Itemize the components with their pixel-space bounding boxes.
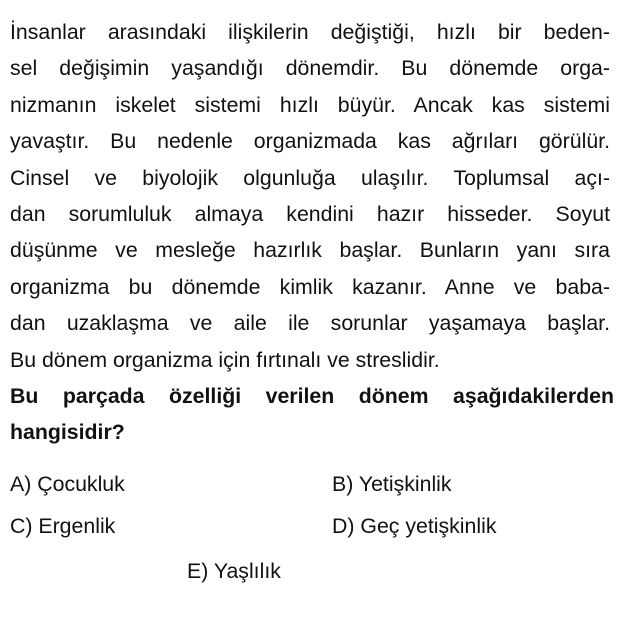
passage-line: sel değişimin yaşandığı dönemdir. Bu dönemde orga-	[10, 56, 610, 81]
answer-option-a[interactable]: A) Çocukluk	[10, 472, 125, 496]
passage-line: dan uzaklaşma ve aile ile sorunlar yaşamaya başlar.	[10, 311, 610, 336]
passage-line: dan sorumluluk almaya kendini hazır hisseder. Soyut	[10, 201, 610, 226]
question-line: hangisidir?	[10, 420, 125, 444]
passage-line: yavaştır. Bu nedenle organizmada kas ağrıları görülür.	[10, 129, 610, 154]
passage-line: Bu dönem organizma için fırtınalı ve streslidir.	[10, 347, 440, 372]
passage-line: İnsanlar arasındaki ilişkilerin değiştiği, hızlı bir beden-	[10, 20, 610, 44]
passage-text	[10, 14, 610, 378]
question-stem	[10, 378, 614, 450]
answer-option-d[interactable]: D) Geç yetişkinlik	[332, 514, 497, 538]
passage-line: düşünme ve mesleğe hazırlık başlar. Bunların yanı sıra	[10, 238, 610, 263]
answer-option-b[interactable]: B) Yetişkinlik	[332, 472, 452, 496]
question-line: Bu parçada özelliği verilen dönem aşağıdakilerden	[10, 384, 614, 408]
answer-option-e[interactable]: E) Yaşlılık	[187, 559, 281, 583]
answer-option-c[interactable]: C) Ergenlik	[10, 514, 116, 538]
passage-line: Cinsel ve biyolojik olgunluğa ulaşılır. Toplumsal açı-	[10, 165, 610, 190]
passage-line: nizmanın iskelet sistemi hızlı büyür. Ancak kas sistemi	[10, 92, 610, 117]
passage-line: organizma bu dönemde kimlik kazanır. Anne ve baba-	[10, 274, 610, 299]
